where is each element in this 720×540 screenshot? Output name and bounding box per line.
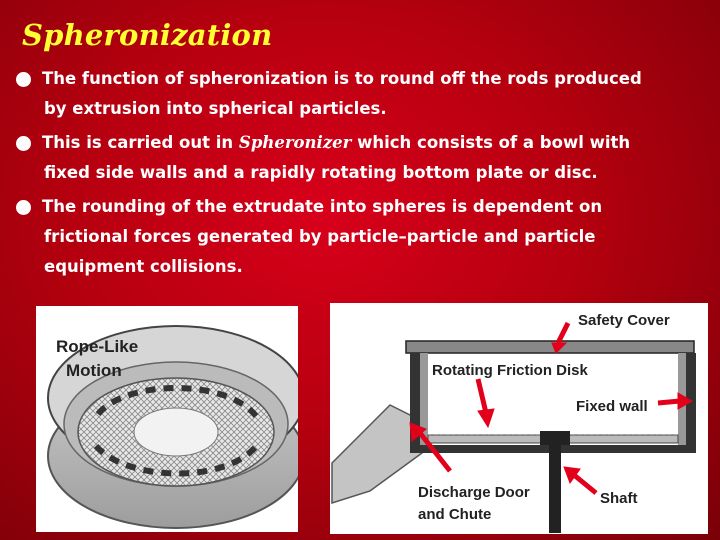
safety-cover-label: Safety Cover	[578, 312, 670, 329]
bullet-icon	[16, 200, 31, 215]
spheronizer-bowl-figure	[36, 306, 298, 532]
bullet-text-line: by extrusion into spherical particles.	[44, 99, 387, 118]
fixed-wall-label: Fixed wall	[576, 398, 648, 415]
shaft-cap	[540, 431, 570, 445]
chute-label: and Chute	[418, 506, 492, 523]
emphasized-term: Spheronizer	[238, 133, 352, 152]
rope-like-label: Rope-Like	[56, 337, 139, 356]
spheronizer-cross-section	[330, 303, 708, 534]
bullet-text-line: The rounding of the extrudate into spheres is dependent on	[42, 197, 603, 216]
text-segment: This is carried out in	[42, 133, 239, 152]
bullet-text-line: The function of spheronization is to round off the rods produced	[42, 69, 642, 88]
bullet-icon	[16, 136, 31, 151]
bullet-text-line: frictional forces generated by particle–particle and particle	[44, 227, 596, 246]
bowl-illustration	[36, 306, 298, 532]
bullet-list	[16, 64, 716, 286]
bullet-text-line: equipment collisions.	[44, 257, 243, 276]
bullet-item	[16, 192, 716, 282]
bullet-text-line	[40, 128, 716, 158]
bullet-item	[16, 128, 716, 188]
motion-label: Motion	[66, 361, 122, 380]
shaft	[549, 445, 561, 533]
bullet-icon	[16, 72, 31, 87]
bullet-item	[16, 64, 716, 124]
safety-cover-shape	[406, 341, 694, 353]
bullet-text-line: fixed side walls and a rapidly rotating bottom plate or disc.	[44, 163, 598, 182]
shaft-label: Shaft	[600, 490, 638, 507]
rotating-disk-label: Rotating Friction Disk	[432, 362, 588, 379]
slide-title: Spheronization	[22, 18, 273, 52]
spheronizer-diagram-figure	[330, 303, 708, 534]
discharge-door-label: Discharge Door	[418, 484, 530, 501]
text-segment: which consists of a bowl with	[351, 133, 631, 152]
